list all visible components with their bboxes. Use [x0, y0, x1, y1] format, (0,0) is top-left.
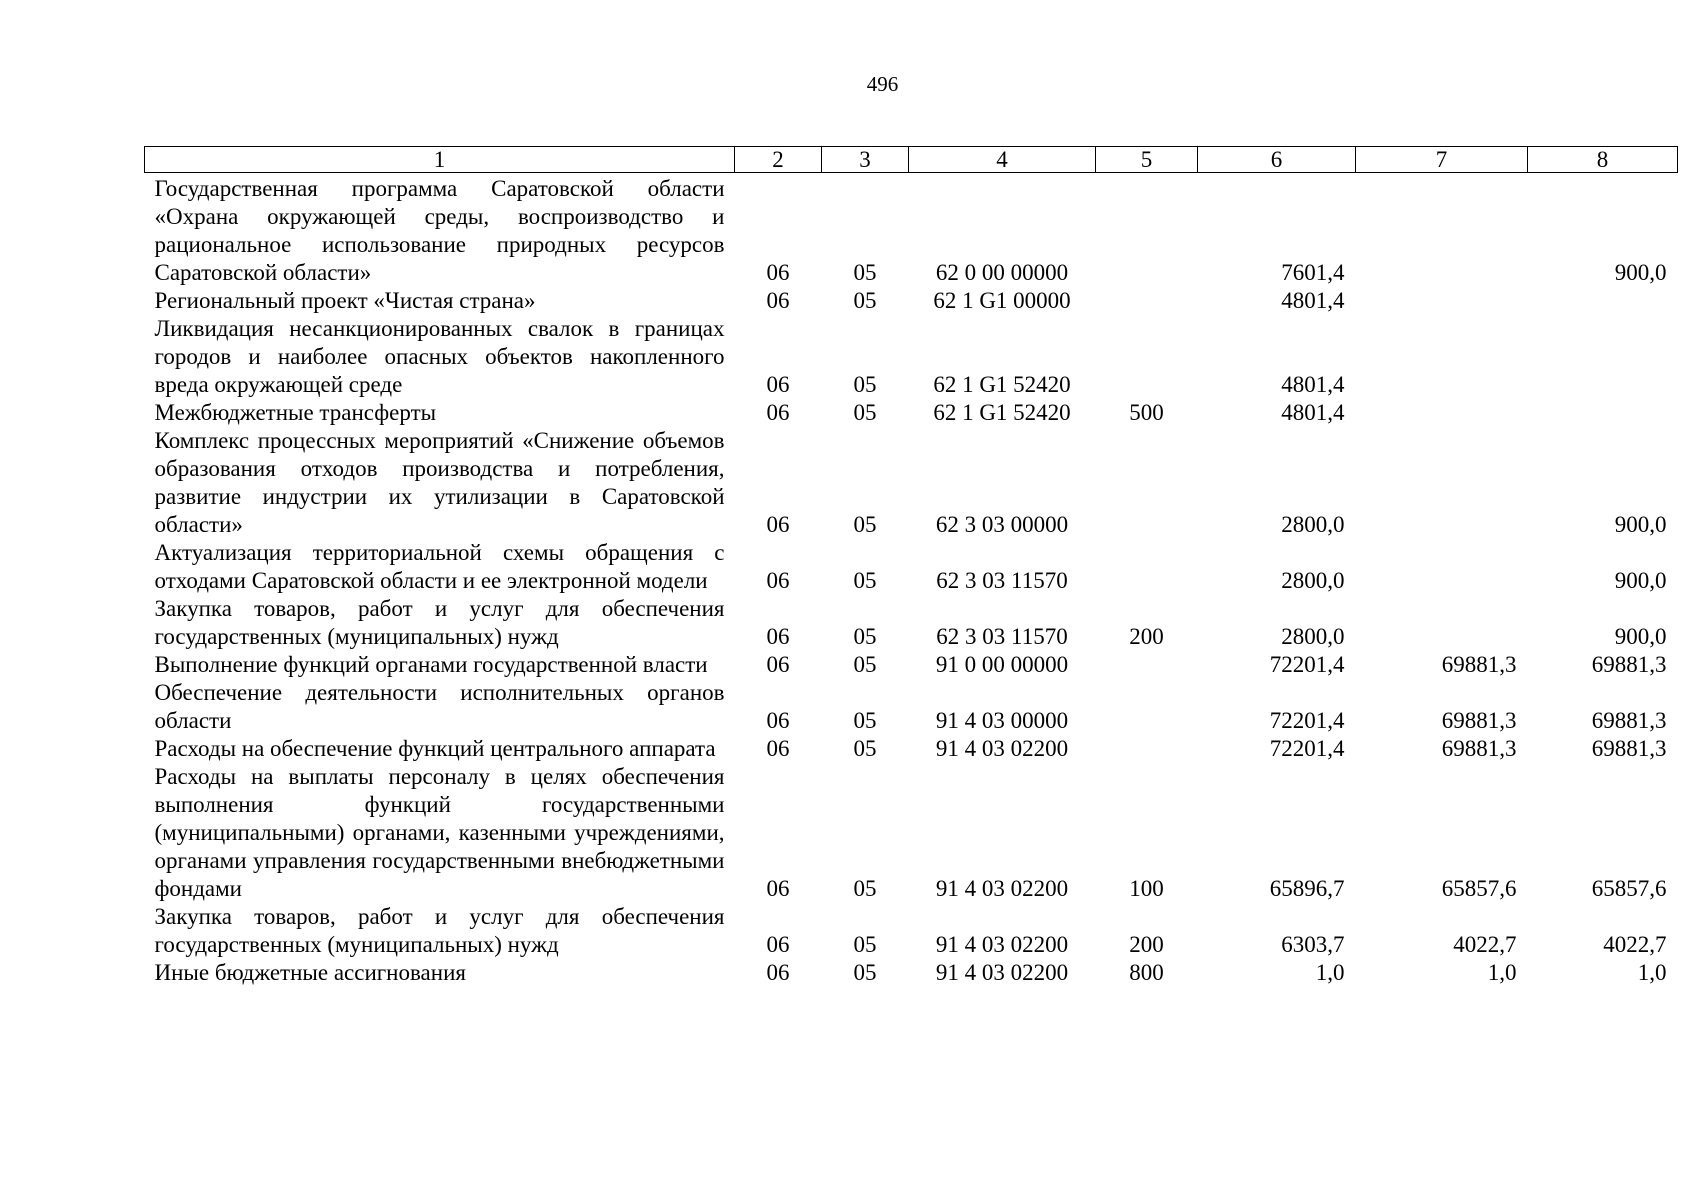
row-amount-col7: 1,0: [1487, 960, 1517, 985]
row-amount-col6: 4801,4: [1281, 400, 1345, 425]
table-row: [145, 287, 1678, 315]
row-name: Ликвидация несанкционированных свалок в границах городов и наиболее опасных объектов накопленного вреда окружающей среде: [154, 316, 725, 397]
row-amount-col8: [1528, 315, 1678, 399]
row-target-code: 62 1 G1 00000: [933, 288, 1071, 313]
row-amount-col7: 4022,7: [1453, 932, 1517, 957]
row-amount-col7: [1356, 595, 1528, 651]
row-subsection: 05: [853, 736, 877, 761]
row-expense-type: 200: [1129, 932, 1164, 957]
row-amount-col8: 900,0: [1614, 512, 1667, 537]
row-section: 06: [766, 512, 790, 537]
row-target-code: 91 4 03 02200: [935, 876, 1069, 901]
row-subsection: 05: [853, 624, 877, 649]
table-row: [145, 735, 1678, 763]
row-amount-col7: [1356, 399, 1528, 427]
row-amount-col6: 4801,4: [1281, 372, 1345, 397]
header-cell-5: 5: [1096, 147, 1198, 173]
row-amount-col7: 69881,3: [1441, 652, 1517, 677]
row-amount-col8: 900,0: [1614, 624, 1667, 649]
row-section: 06: [766, 876, 790, 901]
row-name: Государственная программа Саратовской области «Охрана окружающей среды, воспроизводство и рациональное использование природных ресурсов Саратовской области»: [154, 176, 725, 285]
budget-table: [144, 146, 1678, 987]
row-amount-col8: [1528, 287, 1678, 315]
table-row: [145, 959, 1678, 987]
row-name: Расходы на выплаты персоналу в целях обеспечения выполнения функций государственными (муниципальными) органами, казенными учреждениями, органами управления государственными внебюджетными фондами: [154, 764, 725, 901]
row-expense-type: [1096, 539, 1198, 595]
row-section: 06: [766, 260, 790, 285]
row-expense-type: [1096, 735, 1198, 763]
row-amount-col6: 65896,7: [1269, 876, 1345, 901]
row-target-code: 62 1 G1 52420: [933, 372, 1071, 397]
row-amount-col7: 65857,6: [1441, 876, 1517, 901]
row-amount-col8: 1,0: [1637, 960, 1667, 985]
row-target-code: 91 4 03 02200: [935, 960, 1069, 985]
row-subsection: 05: [853, 960, 877, 985]
table-row: [145, 763, 1678, 903]
table-row: [145, 315, 1678, 399]
row-amount-col6: 72201,4: [1269, 708, 1345, 733]
row-target-code: 62 3 03 11570: [936, 568, 1068, 593]
row-expense-type: [1096, 173, 1198, 288]
table-row: [145, 539, 1678, 595]
row-expense-type: [1096, 315, 1198, 399]
row-target-code: 91 4 03 00000: [935, 708, 1069, 733]
row-target-code: 62 3 03 00000: [935, 512, 1069, 537]
row-section: 06: [766, 372, 790, 397]
row-amount-col7: 69881,3: [1441, 708, 1517, 733]
row-section: 06: [766, 400, 790, 425]
row-amount-col7: [1356, 539, 1528, 595]
row-amount-col8: 4022,7: [1603, 932, 1667, 957]
row-subsection: 05: [853, 512, 877, 537]
header-cell-4: 4: [909, 147, 1096, 173]
row-name: Актуализация территориальной схемы обращения с отходами Саратовской области и ее электронной модели: [154, 540, 725, 593]
row-expense-type: [1096, 679, 1198, 735]
row-target-code: 62 3 03 11570: [936, 624, 1068, 649]
row-amount-col6: 4801,4: [1281, 288, 1345, 313]
row-amount-col8: 69881,3: [1591, 736, 1667, 761]
row-section: 06: [766, 624, 790, 649]
row-section: 06: [766, 288, 790, 313]
row-name: Обеспечение деятельности исполнительных органов области: [154, 680, 725, 733]
table-row: [145, 679, 1678, 735]
row-amount-col7: [1356, 173, 1528, 288]
row-amount-col6: 2800,0: [1281, 624, 1345, 649]
row-expense-type: 500: [1129, 400, 1164, 425]
row-amount-col7: [1356, 315, 1528, 399]
header-cell-8: 8: [1528, 147, 1678, 173]
row-expense-type: 200: [1129, 624, 1164, 649]
header-cell-6: 6: [1198, 147, 1356, 173]
table-row: [145, 903, 1678, 959]
row-subsection: 05: [853, 372, 877, 397]
row-name: Комплекс процессных мероприятий «Снижение объемов образования отходов производства и потребления, развитие индустрии их утилизации в Саратовской области»: [154, 428, 725, 537]
table-row: [145, 173, 1678, 288]
row-name: Региональный проект «Чистая страна»: [154, 288, 536, 313]
header-row: [145, 147, 1678, 173]
row-amount-col6: 72201,4: [1269, 652, 1345, 677]
row-expense-type: [1096, 287, 1198, 315]
row-target-code: 62 0 00 00000: [935, 260, 1069, 285]
row-amount-col6: 6303,7: [1281, 932, 1345, 957]
row-amount-col8: 900,0: [1614, 260, 1667, 285]
row-name: Закупка товаров, работ и услуг для обеспечения государственных (муниципальных) нужд: [154, 904, 725, 957]
row-expense-type: 100: [1129, 876, 1164, 901]
table-row: [145, 595, 1678, 651]
row-section: 06: [766, 652, 790, 677]
row-name: Иные бюджетные ассигнования: [154, 960, 466, 985]
row-subsection: 05: [853, 932, 877, 957]
page-number: 496: [866, 72, 899, 96]
row-amount-col8: 69881,3: [1591, 708, 1667, 733]
row-section: 06: [766, 568, 790, 593]
row-amount-col7: [1356, 287, 1528, 315]
row-amount-col6: 2800,0: [1281, 512, 1345, 537]
row-subsection: 05: [853, 568, 877, 593]
row-name: Расходы на обеспечение функций центрального аппарата: [154, 736, 716, 761]
row-amount-col7: [1356, 427, 1528, 539]
row-name: Закупка товаров, работ и услуг для обеспечения государственных (муниципальных) нужд: [154, 596, 725, 649]
header-cell-1: 1: [145, 147, 735, 173]
row-target-code: 91 4 03 02200: [935, 932, 1069, 957]
row-name: Межбюджетные трансферты: [154, 400, 437, 425]
row-subsection: 05: [853, 708, 877, 733]
table-row: [145, 399, 1678, 427]
row-expense-type: [1096, 651, 1198, 679]
table-row: [145, 427, 1678, 539]
row-amount-col8: 900,0: [1614, 568, 1667, 593]
row-section: 06: [766, 736, 790, 761]
row-expense-type: 800: [1129, 960, 1164, 985]
row-expense-type: [1096, 427, 1198, 539]
row-subsection: 05: [853, 876, 877, 901]
row-target-code: 62 1 G1 52420: [933, 400, 1071, 425]
row-amount-col6: 2800,0: [1281, 568, 1345, 593]
header-cell-3: 3: [822, 147, 909, 173]
row-section: 06: [766, 708, 790, 733]
row-target-code: 91 4 03 02200: [935, 736, 1069, 761]
row-amount-col8: [1528, 399, 1678, 427]
row-subsection: 05: [853, 288, 877, 313]
row-subsection: 05: [853, 260, 877, 285]
table-row: [145, 651, 1678, 679]
row-amount-col7: 69881,3: [1441, 736, 1517, 761]
row-section: 06: [766, 932, 790, 957]
row-subsection: 05: [853, 400, 877, 425]
row-amount-col6: 72201,4: [1269, 736, 1345, 761]
row-amount-col8: 65857,6: [1591, 876, 1667, 901]
row-name: Выполнение функций органами государственной власти: [154, 652, 708, 677]
row-subsection: 05: [853, 652, 877, 677]
row-amount-col6: 7601,4: [1281, 260, 1345, 285]
row-amount-col6: 1,0: [1315, 960, 1345, 985]
row-section: 06: [766, 960, 790, 985]
header-cell-7: 7: [1356, 147, 1528, 173]
row-amount-col8: 69881,3: [1591, 652, 1667, 677]
header-cell-2: 2: [735, 147, 822, 173]
row-target-code: 91 0 00 00000: [935, 652, 1069, 677]
